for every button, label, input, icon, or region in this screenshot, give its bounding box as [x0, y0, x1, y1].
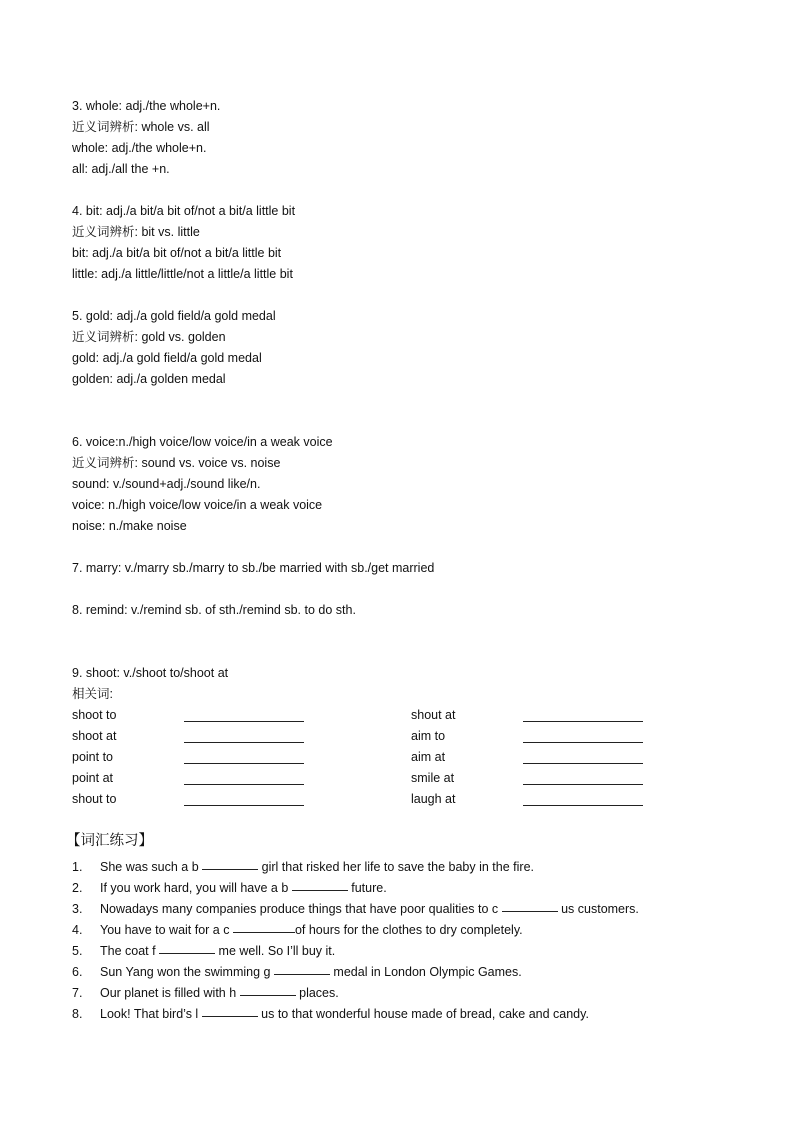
section-6-synonym-label: 近义词辨析: sound vs. voice vs. noise — [72, 456, 281, 470]
exercise-item — [72, 920, 722, 941]
exercise-text-after: places. — [295, 986, 339, 1000]
section-3-line: whole: adj./the whole+n. — [72, 141, 207, 155]
exercise-number: 8. — [72, 1007, 83, 1021]
section-5-title: 5. gold: adj./a gold field/a gold medal — [72, 309, 276, 323]
exercise-number: 6. — [72, 965, 83, 979]
section-5-synonym-label: 近义词辨析: gold vs. golden — [72, 330, 226, 344]
exercise-text-before: She was such a b — [100, 860, 203, 874]
exercise-text-before: If you work hard, you will have a b — [100, 881, 292, 895]
exercise-blank[interactable] — [202, 857, 258, 870]
answer-blank-right[interactable] — [523, 728, 643, 743]
exercise-number: 2. — [72, 881, 83, 895]
related-word-right: shout at — [411, 708, 456, 722]
exercise-blank[interactable] — [233, 920, 295, 933]
exercise-text-before: Look! That bird’s l — [100, 1007, 202, 1021]
exercise-blank[interactable] — [292, 878, 348, 891]
exercise-heading: 【词汇练习】 — [66, 833, 153, 849]
related-word-right: aim to — [411, 729, 446, 743]
section-9 — [72, 663, 722, 810]
section-5 — [72, 306, 722, 390]
answer-blank-left[interactable] — [184, 749, 304, 764]
answer-blank-left[interactable] — [184, 707, 304, 722]
section-7-title: 7. marry: v./marry sb./marry to sb./be married with sb./get married — [72, 561, 435, 575]
section-8-title: 8. remind: v./remind sb. of sth./remind sb. to do sth. — [72, 603, 356, 617]
related-word-left: shoot to — [72, 708, 117, 722]
exercise-text-before: Nowadays many companies produce things that have poor qualities to c — [100, 902, 502, 916]
exercise-item — [72, 1004, 722, 1025]
exercise-number: 7. — [72, 986, 83, 1000]
section-3-line: all: adj./all the +n. — [72, 162, 170, 176]
related-word-left: shoot at — [72, 729, 117, 743]
answer-blank-right[interactable] — [523, 791, 643, 806]
section-4-title: 4. bit: adj./a bit/a bit of/not a bit/a little bit — [72, 204, 296, 218]
related-row — [72, 726, 722, 747]
related-row — [72, 705, 722, 726]
related-word-right: aim at — [411, 750, 446, 764]
exercise-blank[interactable] — [202, 1004, 258, 1017]
section-3-synonym-label: 近义词辨析: whole vs. all — [72, 120, 210, 134]
exercise-item — [72, 857, 722, 878]
exercise-item — [72, 962, 722, 983]
related-row — [72, 789, 722, 810]
section-6-line: sound: v./sound+adj./sound like/n. — [72, 477, 261, 491]
related-word-left: shout to — [72, 792, 117, 806]
related-row — [72, 747, 722, 768]
answer-blank-right[interactable] — [523, 770, 643, 785]
exercise-text-before: You have to wait for a c — [100, 923, 233, 937]
section-9-related-label: 相关词: — [72, 687, 113, 701]
exercise-list — [72, 857, 722, 1025]
section-4-line: bit: adj./a bit/a bit of/not a bit/a little bit — [72, 246, 282, 260]
exercise-text-after: of hours for the clothes to dry completely. — [294, 923, 523, 937]
exercise-text-after: me well. So I’ll buy it. — [215, 944, 336, 958]
related-row — [72, 768, 722, 789]
exercise-blank[interactable] — [502, 899, 558, 912]
exercise-item — [72, 941, 722, 962]
exercise-text-after: us customers. — [557, 902, 639, 916]
exercise-text-after: future. — [347, 881, 387, 895]
exercise-text-after: girl that risked her life to save the baby in the fire. — [258, 860, 534, 874]
answer-blank-left[interactable] — [184, 791, 304, 806]
exercise-item — [72, 983, 722, 1004]
section-3-title: 3. whole: adj./the whole+n. — [72, 99, 221, 113]
answer-blank-right[interactable] — [523, 749, 643, 764]
section-6-line: noise: n./make noise — [72, 519, 187, 533]
related-word-left: point at — [72, 771, 114, 785]
answer-blank-right[interactable] — [523, 707, 643, 722]
section-6 — [72, 432, 722, 537]
related-word-right: laugh at — [411, 792, 456, 806]
exercise-text-after: us to that wonderful house made of bread, cake and candy. — [257, 1007, 589, 1021]
section-5-line: golden: adj./a golden medal — [72, 372, 226, 386]
exercise-text-after: medal in London Olympic Games. — [329, 965, 522, 979]
exercise-item — [72, 878, 722, 899]
exercise-number: 5. — [72, 944, 83, 958]
section-4-line: little: adj./a little/little/not a little/a little bit — [72, 267, 293, 281]
section-6-line: voice: n./high voice/low voice/in a weak voice — [72, 498, 323, 512]
exercise-number: 1. — [72, 860, 83, 874]
document-page — [66, 96, 722, 1025]
section-3 — [72, 96, 722, 180]
related-word-left: point to — [72, 750, 114, 764]
section-4-synonym-label: 近义词辨析: bit vs. little — [72, 225, 200, 239]
section-9-title: 9. shoot: v./shoot to/shoot at — [72, 666, 229, 680]
answer-blank-left[interactable] — [184, 770, 304, 785]
exercise-blank[interactable] — [159, 941, 215, 954]
exercise-item — [72, 899, 722, 920]
section-4 — [72, 201, 722, 285]
exercise-number: 4. — [72, 923, 83, 937]
section-5-line: gold: adj./a gold field/a gold medal — [72, 351, 262, 365]
exercise-text-before: Our planet is filled with h — [100, 986, 240, 1000]
answer-blank-left[interactable] — [184, 728, 304, 743]
related-word-right: smile at — [411, 771, 455, 785]
section-6-title: 6. voice:n./high voice/low voice/in a weak voice — [72, 435, 333, 449]
exercise-blank[interactable] — [240, 983, 296, 996]
exercise-number: 3. — [72, 902, 83, 916]
exercise-text-before: Sun Yang won the swimming g — [100, 965, 274, 979]
exercise-blank[interactable] — [274, 962, 330, 975]
exercise-text-before: The coat f — [100, 944, 160, 958]
